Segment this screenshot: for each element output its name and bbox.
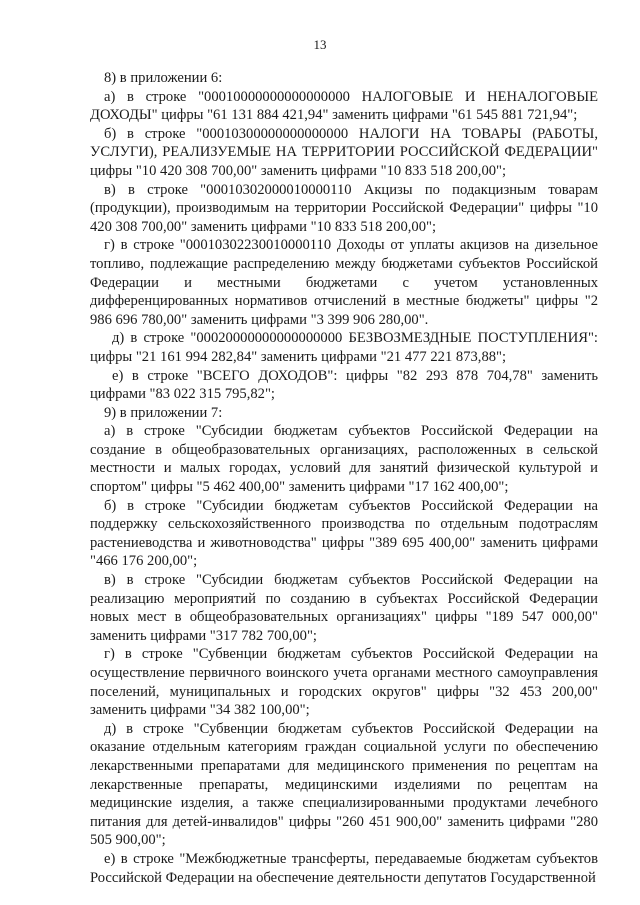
item-8e: е) в строке "ВСЕГО ДОХОДОВ": цифры "82 293 878 704,78" заменить цифрами "83 022 315 795,82"; bbox=[90, 367, 598, 403]
item-9e: е) в строке "Межбюджетные трансферты, передаваемые бюджетам субъектов Российской Федерации на обеспечение деятельности депутатов Государственной bbox=[90, 850, 598, 886]
item-8g: г) в строке "00010302230010000110 Доходы от уплаты акцизов на дизельное топливо, подлежащие распределению между бюджетами субъектов Российской Федерации и местными бюджетами с учетом установленных дифференцированных нормативов отчислений в местные бюджеты" цифры "2 986 696 780,00" заменить цифрами "3 399 906 280,00". bbox=[90, 237, 598, 328]
item-8-heading: 8) в приложении 6: bbox=[104, 70, 223, 86]
item-9g: г) в строке "Субвенции бюджетам субъектов Российской Федерации на осуществление первичного воинского учета органами местного самоуправления поселений, муниципальных и городских округов" цифры "32 453 200,00" заменить цифрами "34 382 100,00"; bbox=[90, 646, 598, 719]
item-8v: в) в строке "00010302000010000110 Акцизы по подакцизным товарам (продукции), производимым на территории Российской Федерации" цифры "10 420 308 700,00" заменить цифрами "10 833 518 200,00"; bbox=[90, 181, 598, 235]
item-8a: а) в строке "00010000000000000000 НАЛОГОВЫЕ И НЕНАЛОГОВЫЕ ДОХОДЫ" цифры "61 131 884 421,94" заменить цифрами "61 545 881 721,94"; bbox=[90, 88, 598, 124]
item-9a: а) в строке "Субсидии бюджетам субъектов Российской Федерации на создание в общеобразовательных организациях, расположенных в сельской местности и малых городах, условий для занятий физической культурой и спортом" цифры "5 462 400,00" заменить цифрами "17 162 400,00"; bbox=[90, 423, 598, 496]
item-8d: д) в строке "00020000000000000000 БЕЗВОЗМЕЗДНЫЕ ПОСТУПЛЕНИЯ": цифры "21 161 994 282,84" заменить цифрами "21 477 221 873,88"; bbox=[90, 330, 598, 365]
document-body bbox=[90, 69, 598, 887]
page-number: 13 bbox=[313, 37, 327, 52]
item-8b: б) в строке "00010300000000000000 НАЛОГИ НА ТОВАРЫ (РАБОТЫ, УСЛУГИ), РЕАЛИЗУЕМЫЕ НА ТЕРРИТОРИИ РОССИЙСКОЙ ФЕДЕРАЦИИ" цифры "10 420 308 700,00" заменить цифрами "10 833 518 200,00"; bbox=[90, 125, 598, 179]
item-9d: д) в строке "Субвенции бюджетам субъектов Российской Федерации на оказание отдельным категориям граждан социальной услуги по обеспечению лекарственными препаратами для медицинского применения по рецептам на лекарственные препараты, медицинскими изделиями по рецептам на медицинские изделия, а также специализированными продуктами лечебного питания для детей-инвалидов" цифры "260 451 900,00" заменить цифрами "280 505 900,00"; bbox=[90, 720, 598, 849]
item-9-heading: 9) в приложении 7: bbox=[104, 404, 223, 421]
item-9b: б) в строке "Субсидии бюджетам субъектов Российской Федерации на поддержку сельскохозяйственного производства по отдельным подотраслям растениеводства и животноводства" цифры "389 695 400,00" заменить цифрами "466 176 200,00"; bbox=[90, 497, 598, 570]
item-9v: в) в строке "Субсидии бюджетам субъектов Российской Федерации на реализацию мероприятий по созданию в субъектах Российской Федерации новых мест в общеобразовательных организациях" цифры "189 547 000,00" заменить цифрами "317 782 700,00"; bbox=[90, 572, 598, 644]
